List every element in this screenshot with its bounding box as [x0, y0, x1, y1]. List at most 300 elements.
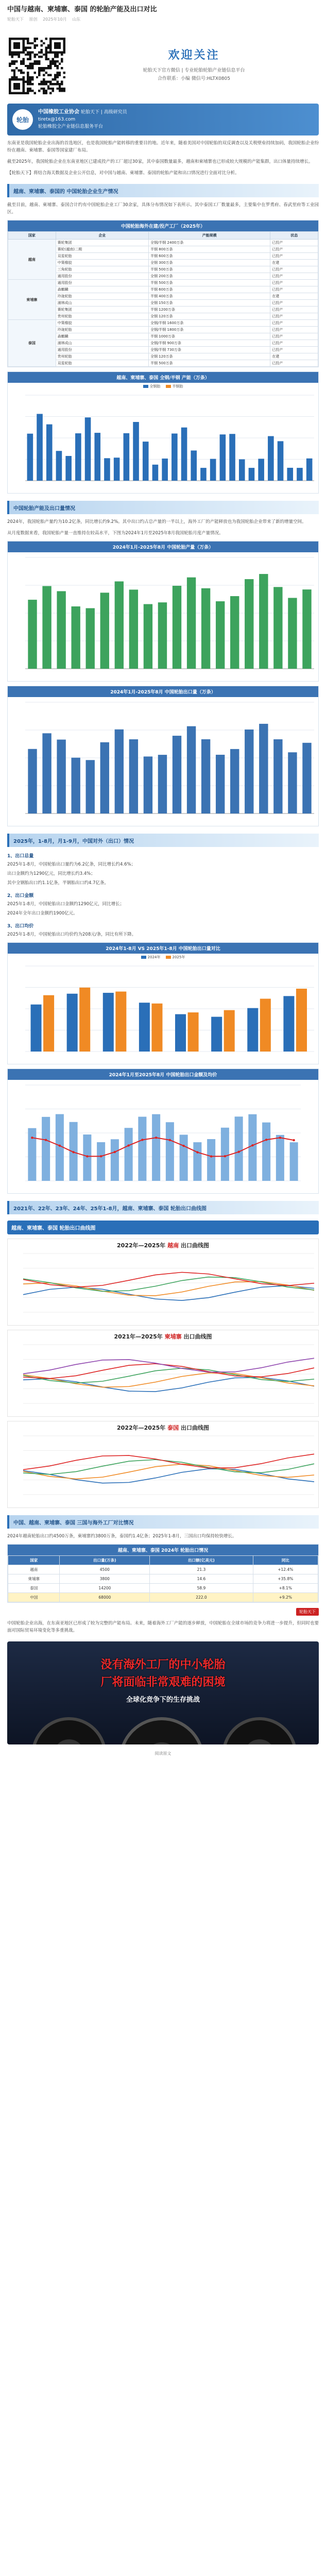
bar	[306, 459, 313, 481]
factory-table-header: 国家	[8, 232, 56, 240]
price-point	[141, 1139, 143, 1141]
table-cell: 已投产	[270, 340, 318, 347]
bar	[220, 434, 226, 481]
subhead-export-price: 3、出口均价	[7, 924, 34, 929]
value-bar	[97, 1142, 105, 1181]
bar	[152, 465, 159, 481]
bar	[133, 422, 139, 481]
bar	[86, 608, 95, 669]
vietnam-line-title: 2022年—2025年 越南 出口曲线图	[117, 1242, 209, 1249]
subhead-export-total: 1、出口总量	[7, 854, 34, 859]
bar-2025	[188, 1012, 199, 1052]
bar	[173, 586, 181, 669]
table-cell: 已投产	[270, 240, 318, 246]
article-location: 山东	[72, 17, 81, 22]
production-bar-figure	[7, 541, 319, 682]
bar	[162, 459, 168, 481]
bar-2024	[103, 993, 114, 1052]
bar	[28, 749, 37, 814]
cambodia-line-chart	[8, 1341, 318, 1413]
table-cell: 已投产	[270, 253, 318, 260]
value-price-title: 2024年1月至2025年8月 中国轮胎出口金额及均价	[8, 1069, 318, 1080]
price-point	[155, 1137, 157, 1139]
org-contact: tiretx@163.com	[38, 117, 76, 122]
production-bar-title: 2024年1月-2025年8月 中国轮胎产量（万条）	[8, 541, 318, 552]
table-cell: 4500	[60, 1565, 150, 1574]
bar	[71, 606, 80, 669]
table-cell: 全钢 120万条	[148, 353, 270, 360]
factory-table-title: 中国轮胎海外在建/投产工厂（2025年）	[8, 221, 318, 231]
table-cell: 通用股份	[56, 347, 148, 353]
value-bar	[152, 1114, 160, 1181]
section-heading-4: 2021年、22年、23年、24年、25年1-8月，越南、柬埔寨、泰国 轮胎出口曲线图	[7, 1201, 319, 1214]
table-cell: 通用股份	[56, 280, 148, 286]
table-cell: 58.9	[150, 1584, 253, 1593]
price-point	[224, 1155, 226, 1157]
price-point	[127, 1144, 129, 1146]
table-cell: 全钢 300万条	[148, 260, 270, 266]
bar	[302, 589, 311, 669]
bar	[100, 592, 109, 669]
value-bar	[111, 1139, 119, 1181]
bar	[171, 433, 178, 481]
banner-line-2: 厂将面临非常艰难的困境	[100, 1676, 226, 1689]
bar	[114, 457, 120, 481]
table-cell: 越南	[8, 1565, 60, 1574]
factory-table-figure	[7, 220, 319, 367]
bar	[278, 441, 284, 481]
intro-paragraph-2: 截至2025年，我国轮胎企业在东南亚地区已建成投产的工厂超过30家，其中泰国数量最多，越南和柬埔寨也已形成较大规模的产能集群，出口体量持续增长。	[7, 159, 313, 164]
price-point	[196, 1151, 198, 1153]
org-role: 轮胎天下 | 高级研究员	[80, 110, 127, 115]
table-cell: 68000	[60, 1593, 150, 1602]
subhead-export-value: 2、出口金额	[7, 893, 34, 899]
bar	[104, 458, 110, 481]
table-cell: 21.3	[150, 1565, 253, 1574]
table-cell: 贵州轮胎	[56, 313, 148, 320]
table-cell: +35.8%	[253, 1574, 318, 1584]
table-cell: 半钢 400万条	[148, 293, 270, 300]
price-point	[210, 1155, 212, 1157]
table-cell: 赛轮(越南)二期	[56, 246, 148, 253]
table-cell: 玲珑轮胎	[56, 293, 148, 300]
country-table-header: 同比	[253, 1556, 318, 1565]
table-cell: 浦林成山	[56, 340, 148, 347]
table-cell: 已投产	[270, 313, 318, 320]
article-title: 中国与越南、柬埔寨、泰国 的轮胎产能及出口对比	[7, 6, 157, 13]
article-meta	[7, 16, 319, 22]
org-name: 中国橡胶工业协会	[38, 109, 79, 115]
table-cell: 已投产	[270, 280, 318, 286]
intro-paragraph-1: 东南亚是我国轮胎企业出海的首选地区，也是我国轮胎产能转移的重要目的地。近年来，随着美国对中国轮胎的双反调查以及关税壁垒持续加码，我国轮胎企业纷纷在越南、柬埔寨、泰国等国家建厂布局。	[7, 141, 319, 153]
stat-line-2a: 2025年1-8月，中国轮胎出口金额约1290亿元，同比增长；	[7, 902, 125, 907]
table-cell: 在建	[270, 353, 318, 360]
bar-2025	[224, 1010, 235, 1052]
table-cell: 中国	[8, 1593, 60, 1602]
bar	[273, 587, 282, 669]
value-bar	[262, 1123, 270, 1181]
bar	[85, 417, 91, 481]
bar	[143, 442, 149, 481]
price-point	[45, 1139, 47, 1141]
factory-table	[8, 231, 318, 367]
table-cell: 双星轮胎	[56, 360, 148, 367]
price-point	[31, 1137, 33, 1139]
bar	[27, 434, 33, 481]
closing-banner	[7, 1641, 319, 1744]
table-cell: 半钢 500万条	[148, 280, 270, 286]
table-cell: 双星轮胎	[56, 253, 148, 260]
series-line	[23, 1285, 314, 1300]
bar-2025	[296, 989, 307, 1052]
price-point	[182, 1145, 184, 1147]
table-cell: 半钢 1200万条	[148, 307, 270, 313]
bar	[144, 604, 152, 669]
table-cell: 赛轮集团	[56, 307, 148, 313]
bar-2025	[151, 1004, 162, 1052]
table-cell: 在建	[270, 260, 318, 266]
bar-2025	[115, 992, 126, 1052]
value-bar	[235, 1116, 243, 1181]
section-heading-1: 越南、柬埔寨、泰国的 中国轮胎企业生产情况	[7, 184, 319, 197]
value-bar	[166, 1122, 174, 1181]
bar	[158, 602, 167, 669]
value-price-chart	[8, 1080, 318, 1193]
table-cell: 已投产	[270, 246, 318, 253]
bar	[129, 589, 138, 669]
bar	[173, 736, 181, 814]
table-cell: 已投产	[270, 286, 318, 293]
capacity-bar-chart	[8, 390, 318, 493]
country-cell: 柬埔寨	[8, 280, 56, 320]
bar	[245, 579, 253, 669]
bar	[129, 739, 138, 814]
table-cell: 森麒麟	[56, 333, 148, 340]
bar	[258, 459, 264, 481]
table-cell: 14200	[60, 1584, 150, 1593]
table-row	[8, 1584, 318, 1593]
org-slogan: 轮胎橡胶全产业链信息服务平台	[38, 124, 104, 129]
yoy-grouped-title: 2024年1-8月 VS 2025年1-8月 中国轮胎出口量对比	[8, 943, 318, 954]
bar	[94, 433, 100, 481]
thailand-line-title: 2022年—2025年 泰国 出口曲线图	[117, 1425, 209, 1431]
thailand-line-block	[7, 1421, 319, 1508]
bar	[210, 459, 216, 481]
table-cell: 全钢/半钢 1800万条	[148, 327, 270, 333]
bar	[201, 588, 210, 669]
bar	[288, 752, 297, 814]
table-cell: 已投产	[270, 333, 318, 340]
bar-2024	[31, 1005, 42, 1052]
price-point	[169, 1139, 171, 1141]
country-table-header: 国家	[8, 1556, 60, 1565]
section5-paragraph: 2024年越南轮胎出口约4500万条，柬埔寨约3800万条，泰国约1.4亿条；2025年1-8月，三国出口均保持较快增长。	[7, 1534, 237, 1539]
section2-paragraph-2: 从月度数据来看，我国轮胎产量一直维持在较高水平，下图为2024年1月至2025年8月我国轮胎月度产量情况。	[7, 531, 224, 536]
table-cell: 已投产	[270, 360, 318, 367]
table-cell: 半钢 1000万条	[148, 333, 270, 340]
section-heading-3: 2025年，1-8月，月1-9月，中国对外（出口）情况	[7, 834, 319, 847]
bar	[302, 743, 311, 814]
bar	[100, 742, 109, 814]
section-heading-2: 中国轮胎产能及出口量情况	[7, 501, 319, 514]
legend-item-semi-steel: 半钢胎	[166, 384, 183, 389]
export-bar-chart	[8, 697, 318, 826]
table-cell: 泰国	[8, 1584, 60, 1593]
line-charts-banner: 越南、柬埔寨、泰国 轮胎出口曲线图	[7, 1221, 319, 1234]
country-table-header: 出口量(万条)	[60, 1556, 150, 1565]
value-bar	[290, 1142, 298, 1181]
section-heading-5: 中国、越南、柬埔寨、泰国 三国与海外工厂对比情况	[7, 1515, 319, 1529]
stat-line-1c: 其中全钢胎出口约1.1亿条，半钢胎出口约4.7亿条。	[7, 880, 109, 886]
table-cell: 全钢 150万条	[148, 300, 270, 307]
series-line	[23, 1454, 314, 1469]
capacity-bar-title: 越南、柬埔寨、泰国 全钢/半钢 产能（万条）	[8, 372, 318, 383]
table-cell: 半钢 800万条	[148, 246, 270, 253]
table-cell: 已投产	[270, 300, 318, 307]
bar-2024	[247, 1008, 258, 1052]
value-bar	[125, 1128, 133, 1181]
table-cell: +8.1%	[253, 1584, 318, 1593]
yoy-grouped-chart	[8, 961, 318, 1064]
bar	[144, 756, 152, 814]
bar	[200, 468, 207, 481]
table-cell: 14.6	[150, 1574, 253, 1584]
table-cell: 全钢 120万条	[148, 313, 270, 320]
bar	[181, 428, 187, 481]
bar	[287, 468, 293, 481]
table-cell: 赛轮集团	[56, 240, 148, 246]
stat-line-1a: 2025年1-8月，中国轮胎出口量约为6.2亿条，同比增长约4.6%；	[7, 862, 136, 867]
value-bar	[248, 1114, 256, 1181]
value-bar	[193, 1142, 201, 1181]
legend-item-2025: 2025年	[166, 955, 185, 960]
legend-item-2024: 2024年	[141, 955, 161, 960]
country-export-table	[8, 1555, 318, 1602]
article-header	[0, 0, 326, 25]
bar	[57, 740, 65, 814]
bar	[28, 600, 37, 669]
bar	[288, 598, 297, 669]
section1-paragraph: 截至目前，越南、柬埔寨、泰国合计约有中国轮胎企业工厂30余家，具体分布情况如下表所示。其中泰国工厂数量最多，主要集中在罗勇府、春武里府等工业园区。	[7, 202, 319, 215]
table-cell: 3800	[60, 1574, 150, 1584]
factory-table-header: 企业	[56, 232, 148, 240]
country-export-table-title: 越南、柬埔寨、泰国 2024年 轮胎出口情况	[8, 1545, 318, 1555]
table-cell: 浦林成山	[56, 300, 148, 307]
table-cell: 玲珑轮胎	[56, 327, 148, 333]
table-cell: 贵州轮胎	[56, 353, 148, 360]
article-date: 2025年10月	[43, 17, 67, 22]
value-bar	[28, 1128, 36, 1181]
table-row	[8, 1565, 318, 1574]
table-cell: 柬埔寨	[8, 1574, 60, 1584]
bar	[124, 433, 130, 481]
read-original-link[interactable]: 阅读原文	[155, 1751, 171, 1756]
price-point	[265, 1139, 267, 1141]
table-row	[8, 1574, 318, 1584]
table-cell: 半钢 600万条	[148, 253, 270, 260]
org-logo: 轮胎	[12, 109, 33, 130]
bar-2024	[67, 994, 78, 1052]
value-bar	[42, 1117, 50, 1181]
country-export-table-figure	[7, 1544, 319, 1603]
article-author[interactable]: 轮胎天下	[7, 17, 24, 22]
cambodia-line-block	[7, 1330, 319, 1417]
bar	[259, 724, 268, 814]
value-bar	[221, 1128, 229, 1181]
table-cell: 全钢/半钢 1600万条	[148, 320, 270, 327]
stat-line-1b: 出口金额约为1290亿元，同比增长约3.4%；	[7, 871, 95, 876]
table-row	[8, 280, 318, 286]
bar	[42, 733, 51, 814]
bar-2024	[175, 1014, 186, 1052]
intro-paragraph-3: 【轮胎天下】将结合海关数据及企业公开信息，对中国与越南、柬埔寨、泰国的轮胎产能和出口情况进行全面对比分析。	[7, 171, 239, 176]
bar	[187, 578, 196, 669]
table-cell: 已投产	[270, 327, 318, 333]
value-price-figure	[7, 1069, 319, 1194]
export-bar-figure	[7, 686, 319, 826]
table-cell: 222.0	[150, 1593, 253, 1602]
welcome-card	[0, 25, 326, 101]
price-point	[237, 1151, 239, 1153]
thailand-line-chart	[8, 1432, 318, 1504]
price-point	[72, 1151, 74, 1153]
legend-item-full-steel: 全钢胎	[143, 384, 161, 389]
price-point	[100, 1155, 102, 1157]
bar	[297, 468, 303, 481]
vietnam-line-block	[7, 1239, 319, 1326]
capacity-bar-figure	[7, 371, 319, 494]
table-cell: 半钢 500万条	[148, 266, 270, 273]
capacity-legend	[8, 383, 318, 390]
table-cell: 在建	[270, 293, 318, 300]
bar	[273, 739, 282, 814]
bar-2025	[43, 995, 54, 1052]
welcome-line2: 合作联系：小编 微信号:HLTX0805	[157, 76, 230, 81]
bar	[57, 591, 65, 669]
bar	[201, 739, 210, 814]
table-cell: 全钢/半钢 900万条	[148, 340, 270, 347]
table-cell: 全钢 200万条	[148, 273, 270, 280]
production-bar-chart	[8, 552, 318, 681]
vietnam-line-chart	[8, 1249, 318, 1321]
bar	[187, 726, 196, 814]
bar	[42, 586, 51, 669]
series-line	[23, 1358, 314, 1374]
value-bar	[138, 1117, 146, 1181]
table-cell: 已投产	[270, 273, 318, 280]
table-row	[8, 1593, 318, 1602]
bar	[268, 436, 274, 481]
value-bar	[180, 1134, 188, 1181]
bar	[46, 425, 53, 481]
bar	[230, 596, 239, 669]
table-cell: 已投产	[270, 266, 318, 273]
country-cell: 泰国	[8, 320, 56, 367]
bar	[37, 414, 43, 481]
export-bar-title: 2024年1月-2025年8月 中国轮胎出口量（万条）	[8, 686, 318, 697]
bar-2024	[211, 1017, 222, 1052]
table-cell: 全钢/半钢 2400万条	[148, 240, 270, 246]
banner-line-3: 全球化竞争下的生存挑战	[126, 1696, 200, 1704]
bar	[249, 468, 255, 481]
value-bar	[207, 1139, 215, 1181]
country-cell: 越南	[8, 240, 56, 280]
table-cell: 半钢 500万条	[148, 360, 270, 367]
table-row	[8, 320, 318, 327]
yoy-grouped-figure	[7, 942, 319, 1064]
table-cell: +9.2%	[253, 1593, 318, 1602]
section2-paragraph-1: 2024年，我国轮胎产量约为10.2亿条，同比增长约9.2%。其中出口约占总产量的一半以上，海外工厂的产能释放也为我国轮胎企业带来了新的增量空间。	[7, 519, 306, 524]
table-cell: 三角轮胎	[56, 266, 148, 273]
bar-2025	[260, 998, 271, 1052]
factory-table-header: 状态	[270, 232, 318, 240]
bar	[158, 755, 167, 814]
table-cell: 通用股份	[56, 273, 148, 280]
price-point	[86, 1155, 88, 1157]
table-cell: 中策橡胶	[56, 320, 148, 327]
price-point	[114, 1151, 116, 1153]
table-cell: 已投产	[270, 347, 318, 353]
table-cell: 中策橡胶	[56, 260, 148, 266]
banner-line-1: 没有海外工厂的中小轮胎	[100, 1658, 226, 1671]
article-source: 原创	[29, 17, 38, 22]
cambodia-line-title: 2021年—2025年 柬埔寨 出口曲线图	[114, 1333, 212, 1340]
price-point	[279, 1137, 281, 1139]
bar	[75, 433, 81, 481]
table-cell: 已投产	[270, 307, 318, 313]
country-table-header: 出口额(亿美元)	[150, 1556, 253, 1565]
table-cell: +12.4%	[253, 1565, 318, 1574]
bar-2024	[283, 996, 294, 1052]
bar	[216, 601, 225, 669]
bar-2024	[139, 1003, 150, 1052]
table-cell: 半钢 600万条	[148, 286, 270, 293]
bar	[239, 459, 245, 481]
bar	[259, 574, 268, 669]
bar	[229, 434, 235, 481]
stat-line-2b: 2024年全年出口金额约1900亿元。	[7, 911, 78, 916]
qr-code-image[interactable]	[7, 36, 64, 93]
welcome-line1: 轮胎天下官方微信 | 专业轮胎轮胎产业链信息平台	[143, 67, 245, 73]
stat-line-3a: 2025年1-8月，中国轮胎出口均价约为208元/条，同比有所下降。	[7, 932, 136, 937]
brand-tag[interactable]: 轮胎天下	[296, 1608, 319, 1616]
bar	[65, 456, 72, 481]
yoy-legend	[8, 954, 318, 961]
price-point	[293, 1139, 295, 1141]
table-cell: 全钢/半钢 730万条	[148, 347, 270, 353]
bar	[115, 581, 124, 669]
table-cell: 森麒麟	[56, 286, 148, 293]
bar-2025	[79, 988, 90, 1052]
table-cell: 已投产	[270, 320, 318, 327]
business-card[interactable]	[7, 104, 319, 135]
bar	[216, 755, 225, 814]
price-point	[251, 1144, 253, 1146]
bar	[245, 730, 253, 814]
tyre-graphic	[7, 1714, 319, 1744]
bar	[86, 760, 95, 814]
bar	[230, 749, 239, 814]
value-bar	[276, 1135, 284, 1181]
bar	[56, 451, 62, 481]
table-row	[8, 240, 318, 246]
bar	[71, 758, 80, 814]
closing-paragraph: 中国轮胎企业出海，在东南亚地区已形成了较为完整的产能布局。未来，随着海外工厂产能的逐步释放，中国轮胎在全球市场的竞争力将进一步提升，但同时也要面对国际贸易环境变化等多重挑战。	[7, 1621, 319, 1633]
factory-table-header: 产能规模	[148, 232, 270, 240]
bar	[115, 730, 124, 814]
bar	[191, 450, 197, 481]
price-point	[59, 1145, 61, 1147]
